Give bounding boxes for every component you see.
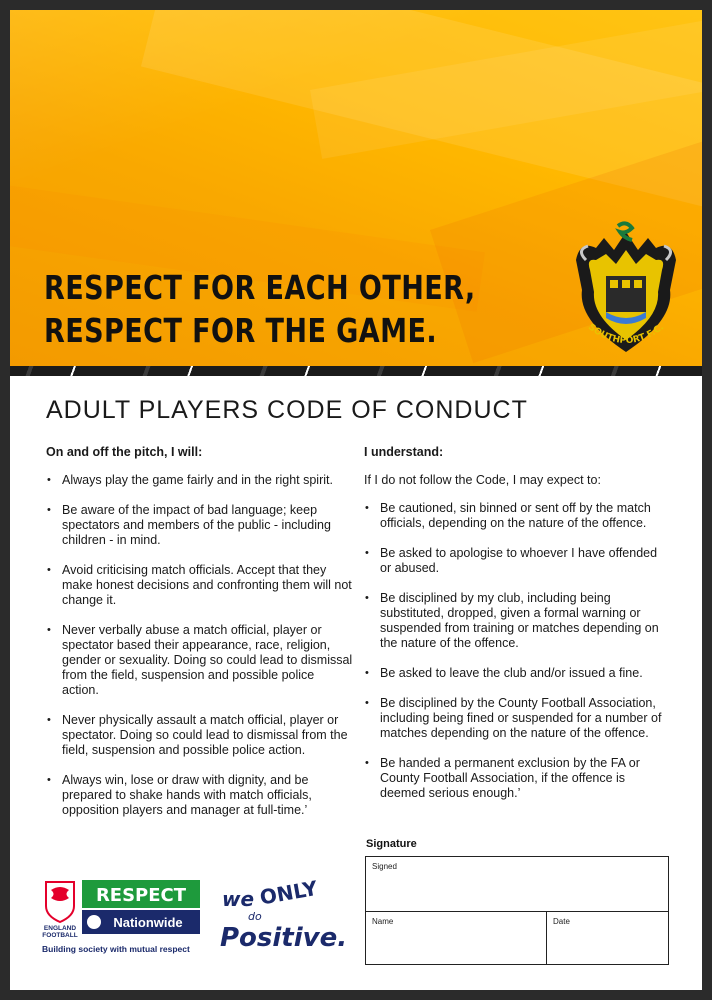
right-column-lead: I understand: <box>364 445 444 459</box>
date-field[interactable] <box>547 912 668 964</box>
date-label: Date <box>553 917 570 926</box>
list-item: • Be handed a permanent exclusion by the FA or County Football Association, if the offence is deemed serious enough.’ <box>365 756 640 800</box>
bullet-icon: • <box>47 564 51 576</box>
hero-banner <box>10 10 702 366</box>
code-of-conduct-page <box>10 10 702 990</box>
do-text: do <box>248 910 262 923</box>
signature-box <box>365 856 669 965</box>
we-only-do-positive-logo <box>216 876 356 956</box>
bullet-icon: • <box>365 502 369 514</box>
page-title: ADULT PLAYERS CODE OF CONDUCT <box>46 396 528 424</box>
we-text: we <box>222 887 255 911</box>
bullet-icon: • <box>365 592 369 604</box>
list-item: • Never verbally abuse a match official, player or spectator based their appearance, race, religion, gender or sexuality. Doing so could lead to dismissal from the field, suspension and possible police action. <box>47 623 353 697</box>
bullet-icon: • <box>47 774 51 786</box>
list-item: • Be cautioned, sin binned or sent off by the match officials, depending on the nature of the offence. <box>365 501 651 530</box>
list-item: • Always play the game fairly and in the right spirit. <box>47 473 333 487</box>
headline-line-2: RESPECT FOR THE GAME. <box>44 311 438 350</box>
right-column <box>364 445 670 816</box>
bullet-icon: • <box>47 474 51 486</box>
only-text: ONLY <box>257 876 320 910</box>
bullet-icon: • <box>365 667 369 679</box>
hero-headline <box>44 266 476 352</box>
bullet-icon: • <box>47 504 51 516</box>
nationwide-text: Nationwide <box>113 915 183 930</box>
list-item: • Be aware of the impact of bad language; keep spectators and members of the public - including children - in mind. <box>47 503 331 547</box>
signed-field[interactable] <box>366 857 668 912</box>
three-lions-icon <box>51 887 69 901</box>
signed-label: Signed <box>372 862 397 871</box>
left-column-lead: On and off the pitch, I will: <box>46 445 203 459</box>
respect-nationwide-logo <box>40 876 210 958</box>
left-column <box>46 445 354 833</box>
bullet-icon: • <box>47 714 51 726</box>
england-text-line1: ENGLAND <box>43 925 77 932</box>
crest-text: SOUTHPORT F.C. <box>586 322 666 347</box>
divider-stripe <box>10 366 702 376</box>
list-item: • Be disciplined by the County Football Association, including being fined or suspended for a number of matches depending on the nature of the offence. <box>365 696 662 740</box>
list-item: • Never physically assault a match official, player or spectator. Doing so could lead to dismissal from the field, suspension and possible police action. <box>47 713 348 757</box>
england-text-line2: FOOTBALL <box>42 932 78 939</box>
positive-text: Positive. <box>220 923 348 953</box>
list-item: • Avoid criticising match officials. Accept that they make honest decisions and confronting them will not change it. <box>47 563 352 607</box>
name-field[interactable] <box>366 912 547 964</box>
bullet-icon: • <box>47 624 51 636</box>
bullet-icon: • <box>365 697 369 709</box>
left-bullet-list <box>46 473 354 818</box>
list-item: • Be asked to apologise to whoever I have offended or abused. <box>365 546 658 575</box>
headline-line-1: RESPECT FOR EACH OTHER, <box>44 268 476 307</box>
southport-fc-crest-icon <box>566 220 686 360</box>
right-bullet-list <box>364 501 670 801</box>
respect-tagline: Building society with mutual respect <box>42 944 190 954</box>
respect-text: RESPECT <box>95 885 187 906</box>
nationwide-emblem-icon <box>87 915 101 929</box>
signature-heading: Signature <box>366 838 417 850</box>
list-item: • Always win, lose or draw with dignity, and be prepared to shake hands with match officials, opposition players and manager at full-time.’ <box>47 773 312 817</box>
bullet-icon: • <box>365 547 369 559</box>
list-item: • Be asked to leave the club and/or issued a fine. <box>365 666 643 680</box>
right-column-intro: If I do not follow the Code, I may expect to: <box>364 473 601 487</box>
list-item: • Be disciplined by my club, including being substituted, dropped, given a formal warning or suspended from training or matches depending on the nature of the offence. <box>365 591 659 650</box>
bullet-icon: • <box>365 757 369 769</box>
name-label: Name <box>372 917 394 926</box>
